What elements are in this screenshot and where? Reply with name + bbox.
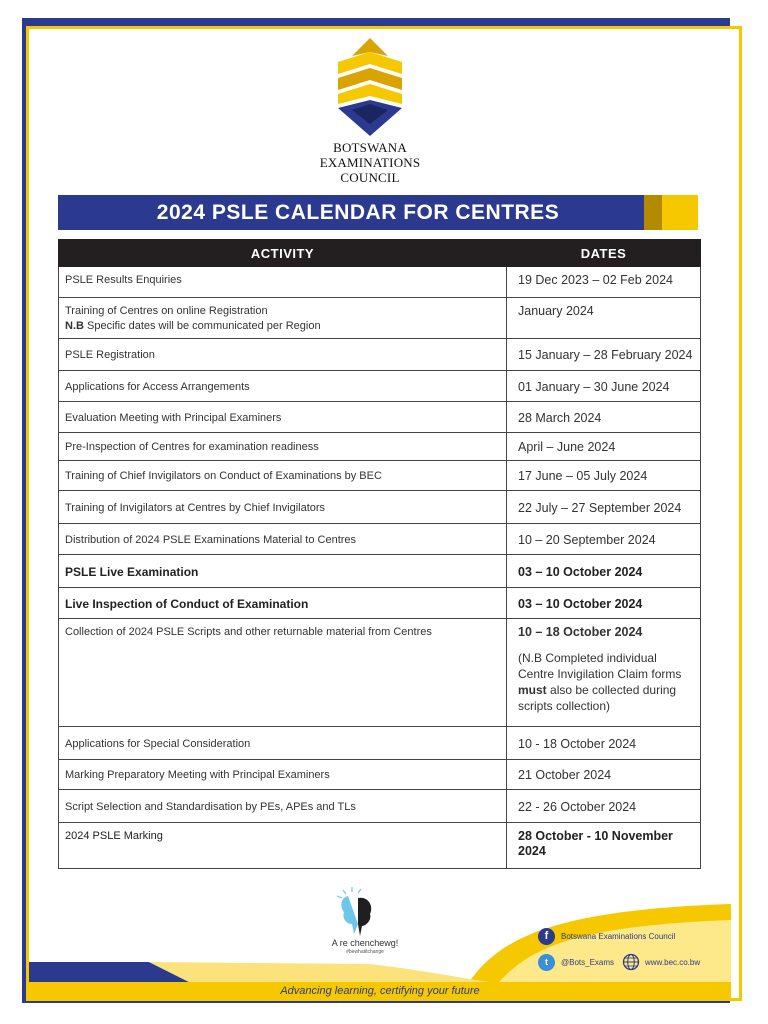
activity-note (65, 319, 500, 334)
activity-cell: Training of Chief Invigilators on Conduct of Examinations by BEC (59, 461, 507, 491)
activity-cell: PSLE Live Examination (59, 555, 507, 588)
dates-text: 10 – 18 October 2024 (518, 625, 643, 639)
activity-cell: PSLE Registration (59, 339, 507, 371)
bec-logo-icon (330, 38, 410, 138)
org-name-line3: COUNCIL (340, 170, 400, 185)
dates-cell: 19 Dec 2023 – 02 Feb 2024 (507, 267, 701, 298)
title-bar (58, 195, 698, 230)
table-row (59, 555, 701, 588)
table-row (59, 402, 701, 433)
dates-cell: January 2024 (507, 298, 701, 339)
activity-cell (59, 298, 507, 339)
globe-icon[interactable] (622, 953, 640, 971)
activity-cell: Applications for Special Consideration (59, 727, 507, 760)
activity-cell: Distribution of 2024 PSLE Examinations Material to Centres (59, 524, 507, 555)
facebook-icon[interactable]: f (538, 928, 555, 945)
activity-text: Training of Centres on online Registration (65, 305, 268, 317)
table-row (59, 588, 701, 619)
table-row (59, 790, 701, 823)
dates-cell: 28 October - 10 November 2024 (507, 823, 701, 869)
collection-note-a: (N.B Completed individual Centre Invigilation Claim forms (518, 651, 682, 681)
table-row (59, 760, 701, 790)
col-header-activity: ACTIVITY (59, 240, 507, 267)
dates-cell: 03 – 10 October 2024 (507, 555, 701, 588)
nb-text: Specific dates will be communicated per Region (87, 320, 321, 332)
table-row (59, 823, 701, 869)
dates-cell: 15 January – 28 February 2024 (507, 339, 701, 371)
dates-cell: 17 June – 05 July 2024 (507, 461, 701, 491)
facebook-link[interactable]: Botswana Examinations Council (561, 932, 676, 941)
calendar-table (58, 239, 701, 869)
table-row (59, 491, 701, 524)
dates-cell: 22 July – 27 September 2024 (507, 491, 701, 524)
activity-cell: Script Selection and Standardisation by PEs, APEs and TLs (59, 790, 507, 823)
activity-cell: PSLE Results Enquiries (59, 267, 507, 298)
title-accent-gold (644, 195, 662, 230)
nb-label: N.B (65, 320, 84, 332)
activity-cell: 2024 PSLE Marking (59, 823, 507, 869)
activity-cell: Applications for Access Arrangements (59, 371, 507, 402)
table-row (59, 524, 701, 555)
twitter-link[interactable]: @Bots_Exams (561, 958, 615, 967)
collection-note (518, 650, 694, 714)
org-name-line2: EXAMINATIONS (319, 155, 421, 170)
dates-cell: April – June 2024 (507, 433, 701, 461)
org-name (300, 140, 440, 185)
activity-cell: Training of Invigilators at Centres by Chief Invigilators (59, 491, 507, 524)
collection-note-b: also be collected during scripts collection) (518, 683, 677, 713)
brain-icon (334, 886, 380, 938)
tagline: Advancing learning, certifying your future (280, 985, 480, 997)
activity-cell: Marking Preparatory Meeting with Principal Examiners (59, 760, 507, 790)
activity-cell: Evaluation Meeting with Principal Examiners (59, 402, 507, 433)
twitter-icon[interactable]: t (538, 954, 555, 971)
table-row (59, 619, 701, 727)
org-name-line1: BOTSWANA (333, 140, 407, 155)
table-row (59, 727, 701, 760)
activity-cell: Live Inspection of Conduct of Examination (59, 588, 507, 619)
slogan-hashtag: #bewhatitchange (346, 949, 384, 955)
slogan: A re chenchewg! (331, 938, 399, 948)
page-title: 2024 PSLE CALENDAR FOR CENTRES (156, 201, 560, 224)
dates-cell: 03 – 10 October 2024 (507, 588, 701, 619)
table-row (59, 433, 701, 461)
dates-cell: 01 January – 30 June 2024 (507, 371, 701, 402)
table-row (59, 461, 701, 491)
dates-cell: 10 – 20 September 2024 (507, 524, 701, 555)
table-header-row (59, 240, 701, 267)
table-row (59, 371, 701, 402)
dates-cell: 28 March 2024 (507, 402, 701, 433)
title-accent-yellow (662, 195, 698, 230)
website-link[interactable]: www.bec.co.bw (645, 958, 701, 967)
activity-cell: Pre-Inspection of Centres for examination readiness (59, 433, 507, 461)
dates-cell: 10 - 18 October 2024 (507, 727, 701, 760)
dates-cell: 21 October 2024 (507, 760, 701, 790)
activity-cell: Collection of 2024 PSLE Scripts and other returnable material from Centres (59, 619, 507, 727)
dates-cell: 22 - 26 October 2024 (507, 790, 701, 823)
collection-note-strong: must (518, 683, 547, 697)
dates-cell (507, 619, 701, 727)
table-row (59, 298, 701, 339)
table-row (59, 339, 701, 371)
table-row (59, 267, 701, 298)
col-header-dates: DATES (507, 240, 701, 267)
